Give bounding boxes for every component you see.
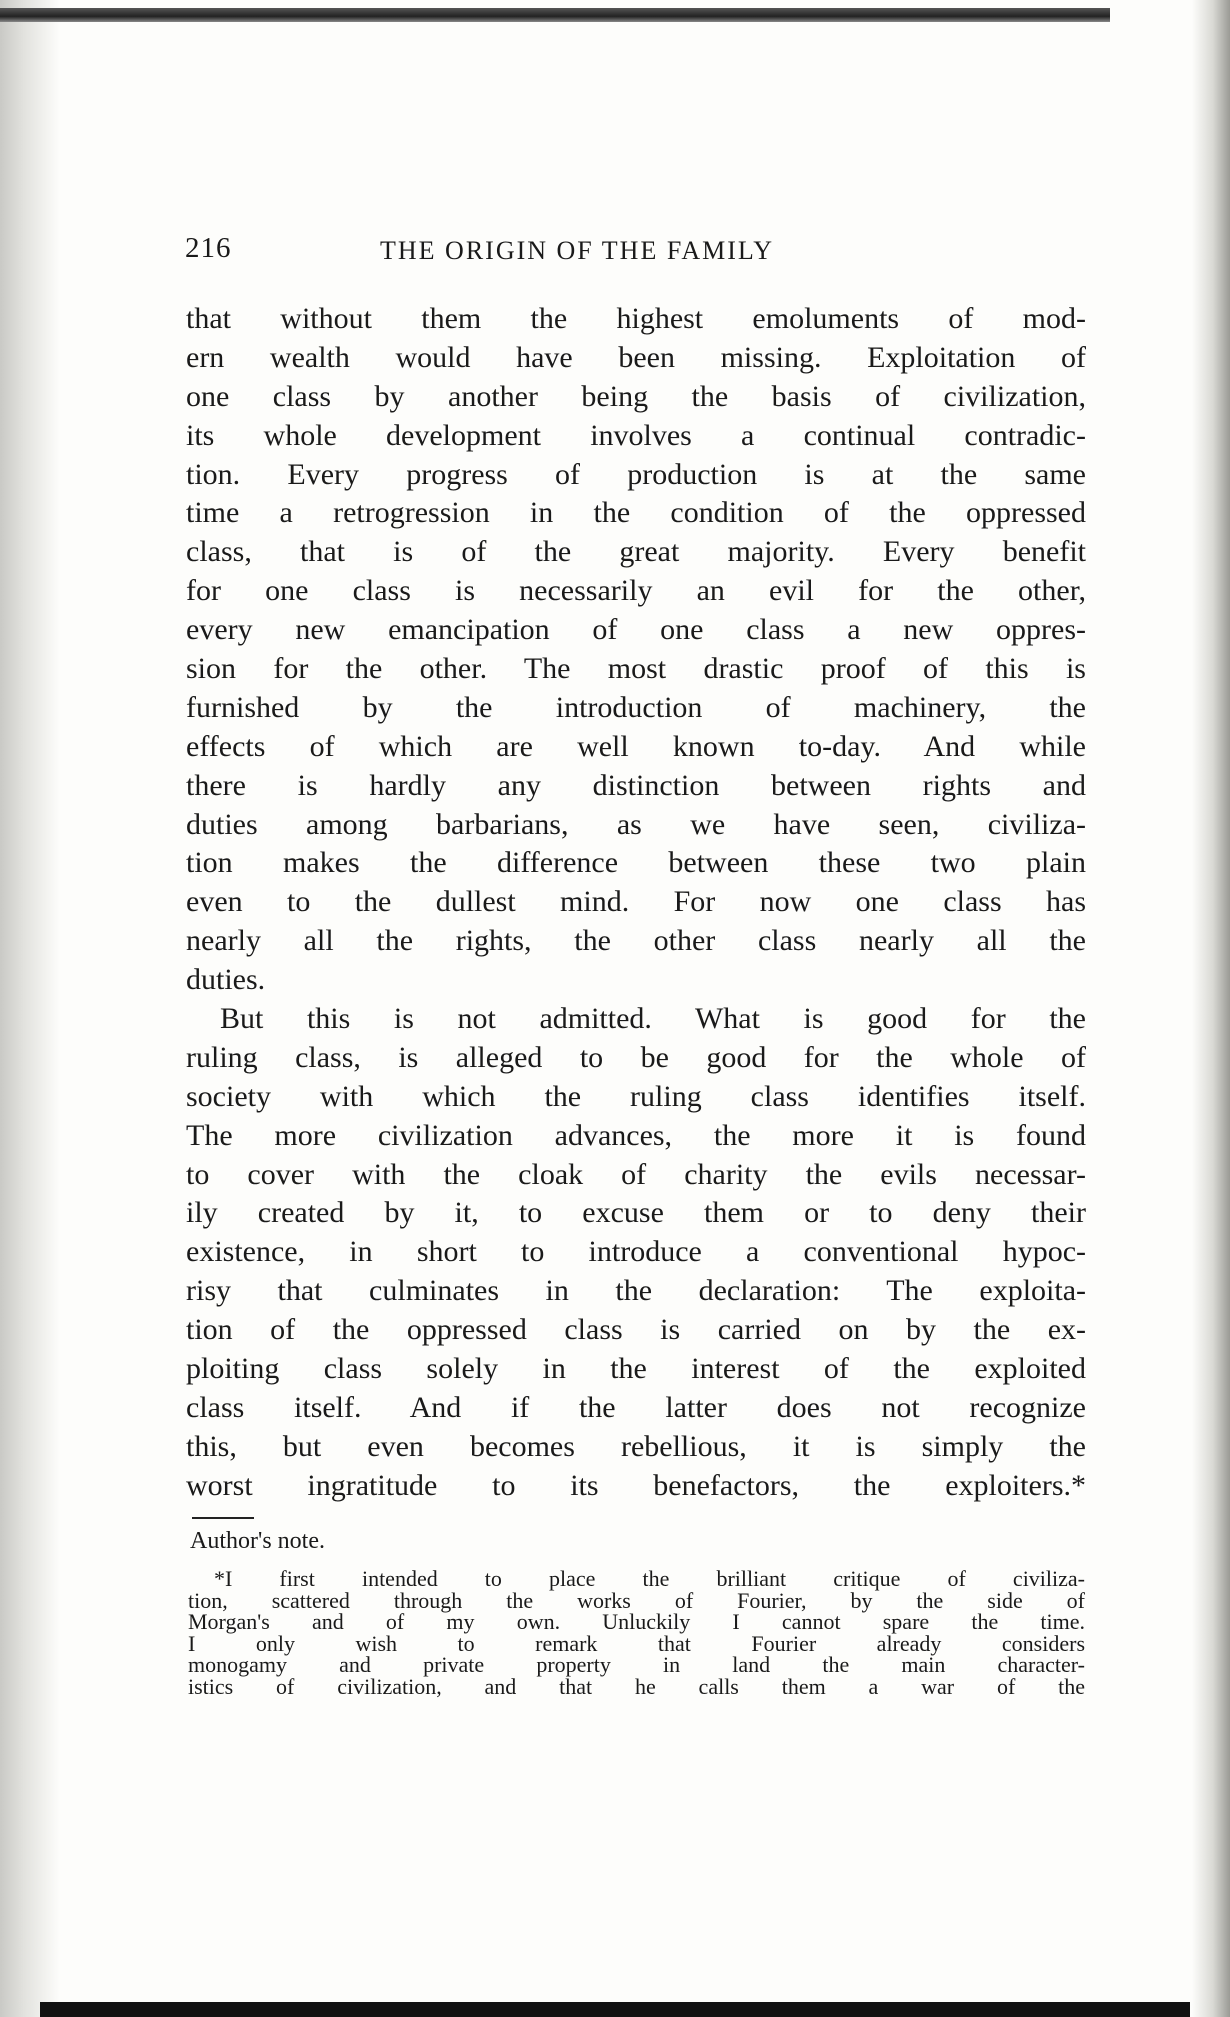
footnote-line: I only wish to remark that Fourier already considers <box>188 1630 1085 1656</box>
text-line: sion for the other. The most drastic proof of this is <box>186 652 1086 686</box>
text-line: class, that is of the great majority. Every benefit <box>186 535 1086 569</box>
page-number: 216 <box>185 232 232 264</box>
text-line: tion of the oppressed class is carried on by the ex- <box>186 1313 1086 1347</box>
text-line: ruling class, is alleged to be good for the whole of <box>186 1040 1086 1074</box>
text-line: duties among barbarians, as we have seen, civiliza- <box>186 807 1086 841</box>
footnote <box>188 1568 1085 1697</box>
text-line: ern wealth would have been missing. Exploitation of <box>186 340 1086 374</box>
footnote-heading: Author's note. <box>190 1528 325 1554</box>
text-line: effects of which are well known to-day. And while <box>186 729 1086 763</box>
running-head <box>185 232 1015 272</box>
text-line: for one class is necessarily an evil for the other, <box>186 574 1086 608</box>
text-line: its whole development involves a continual contradic- <box>186 418 1086 452</box>
body-text <box>186 300 1086 1506</box>
text-line: society with which the ruling class identifies itself. <box>186 1079 1086 1113</box>
text-line: this, but even becomes rebellious, it is simply the <box>186 1429 1086 1463</box>
text-line: that without them the highest emoluments of mod- <box>186 302 1086 335</box>
text-line: time a retrogression in the condition of the oppressed <box>186 496 1086 530</box>
text-line: even to the dullest mind. For now one class has <box>186 885 1086 919</box>
text-line: one class by another being the basis of civilization, <box>186 379 1086 413</box>
footnote-line: *I first intended to place the brilliant critique of civiliza- <box>214 1566 1085 1591</box>
text-line: tion. Every progress of production is at the same <box>186 457 1086 491</box>
text-line: ily created by it, to excuse them or to deny their <box>186 1196 1086 1230</box>
footnote-line: Morgan's and of my own. Unluckily I cannot spare the time. <box>188 1609 1085 1634</box>
bottom-rule <box>40 2002 1190 2017</box>
text-line: tion makes the difference between these two plain <box>186 846 1086 880</box>
running-title: THE ORIGIN OF THE FAMILY <box>380 236 774 265</box>
text-line: to cover with the cloak of charity the evils necessar- <box>186 1157 1086 1191</box>
text-line: worst ingratitude to its benefactors, the exploiters.* <box>186 1468 1086 1502</box>
text-line: duties. <box>186 963 266 997</box>
footnote-line: monogamy and private property in land the main character- <box>188 1652 1085 1677</box>
text-line: But this is not admitted. What is good for the <box>220 1002 1086 1036</box>
text-line: furnished by the introduction of machinery, the <box>186 690 1086 724</box>
top-rule <box>0 8 1110 22</box>
text-line: The more civilization advances, the more it is found <box>186 1118 1086 1152</box>
binding-shadow <box>0 0 60 2017</box>
text-line: risy that culminates in the declaration: The exploita- <box>186 1274 1086 1308</box>
text-line: class itself. And if the latter does not recognize <box>186 1390 1086 1424</box>
footnote-line: istics of civilization, and that he calls them a war of the <box>188 1673 1085 1699</box>
page-edge <box>1192 0 1230 2017</box>
footnote-line: tion, scattered through the works of Fourier, by the side of <box>188 1587 1085 1613</box>
text-line: ploiting class solely in the interest of the exploited <box>186 1352 1086 1386</box>
text-line: nearly all the rights, the other class nearly all the <box>186 924 1086 958</box>
footnote-rule <box>192 1517 254 1519</box>
text-line: there is hardly any distinction between rights and <box>186 768 1086 802</box>
text-line: existence, in short to introduce a conventional hypoc- <box>186 1235 1086 1269</box>
text-line: every new emancipation of one class a new oppres- <box>186 613 1086 647</box>
